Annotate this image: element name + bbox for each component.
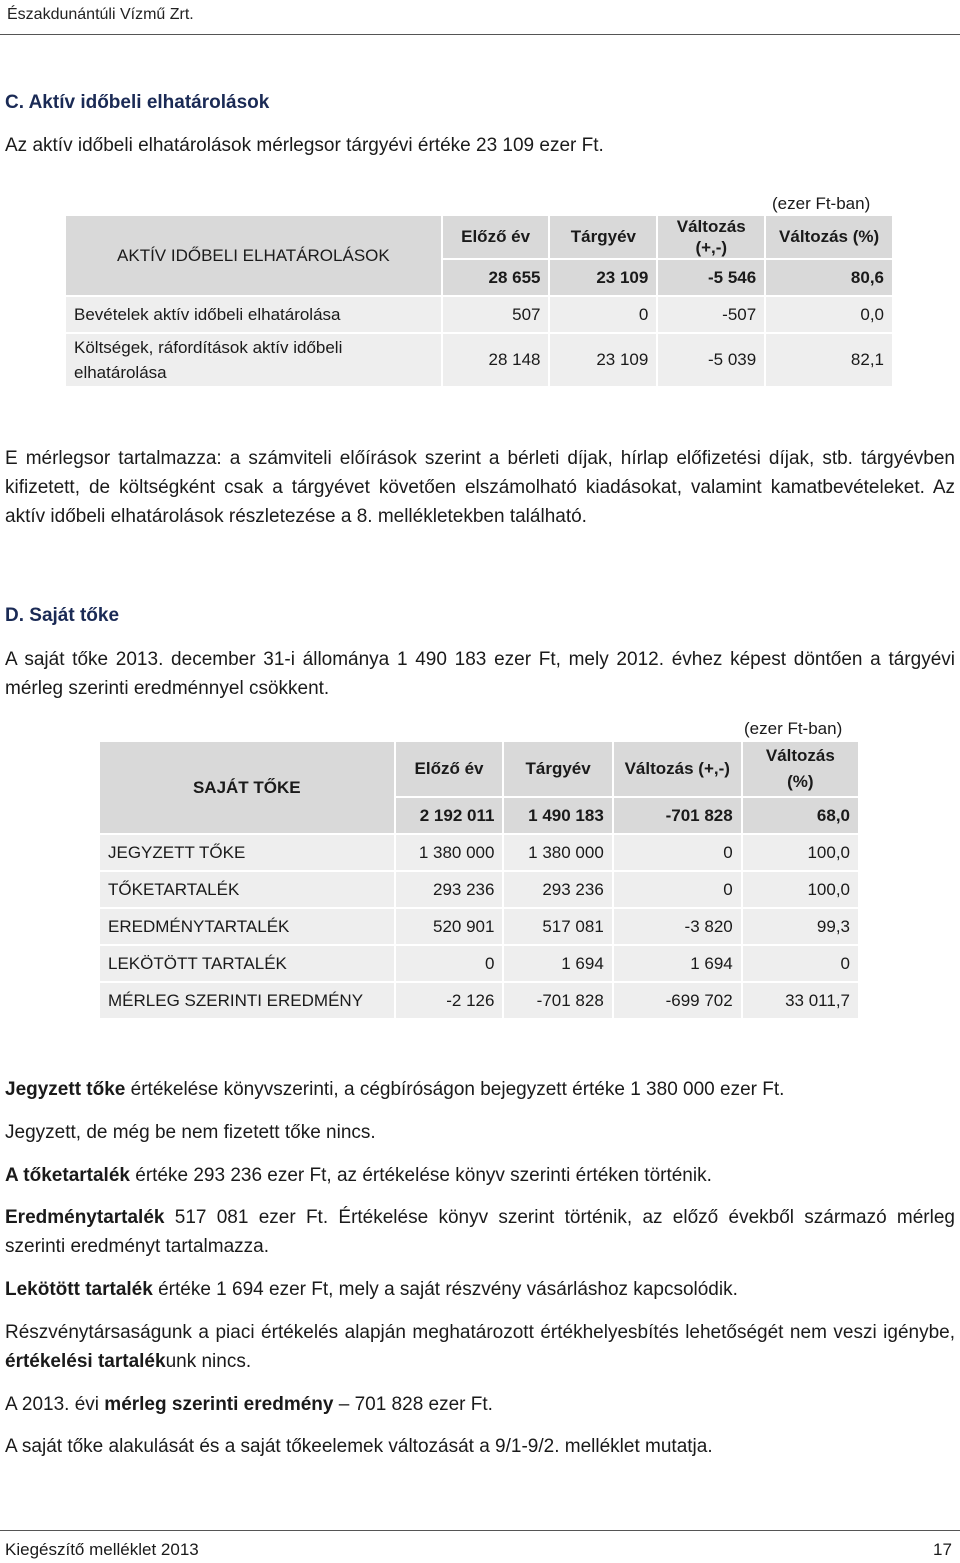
paragraph-ertekhelyesbites	[5, 1318, 955, 1376]
total-pct: 80,6	[766, 260, 892, 295]
table-row	[66, 297, 892, 332]
row-value: 33 011,7	[743, 983, 858, 1018]
row-value: 1 380 000	[504, 835, 611, 870]
row-label: TŐKETARTALÉK	[100, 872, 394, 907]
table-heading: SAJÁT TŐKE	[100, 742, 394, 833]
row-value: 507	[443, 297, 549, 332]
footer-title: Kiegészítő melléklet 2013	[5, 1540, 199, 1559]
total-change: -5 546	[658, 260, 764, 295]
row-value: 293 236	[396, 872, 503, 907]
text: A 2013. évi	[5, 1394, 105, 1415]
total-change: -701 828	[614, 798, 741, 833]
table-heading: AKTÍV IDŐBELI ELHATÁROLÁSOK	[66, 216, 441, 295]
text: értéke 293 236 ezer Ft, az értékelése könyv szerinti értéken történik.	[129, 1165, 712, 1186]
col-prev: Előző év	[443, 216, 549, 258]
paragraph-jegyzett-toke	[5, 1075, 955, 1104]
section-d-unit: (ezer Ft-ban)	[744, 719, 843, 738]
text: értéke 1 694 ezer Ft, mely a saját részvény vásárláshoz kapcsolódik.	[152, 1279, 738, 1300]
sajat-toke-table	[98, 740, 860, 1020]
col-change: Változás (+,-)	[614, 742, 741, 796]
table-row	[100, 872, 858, 907]
row-value: 0	[614, 872, 741, 907]
text: unk nincs.	[165, 1351, 252, 1372]
section-c-intro: Az aktív időbeli elhatárolások mérlegsor tárgyévi értéke 23 109 ezer Ft.	[5, 135, 604, 156]
text: Részvénytársaságunk a piaci értékelés alapján meghatározott értékhelyesbítés lehetőségét nem veszi igénybe,	[5, 1322, 955, 1343]
row-value: 100,0	[743, 872, 858, 907]
table-row	[100, 983, 858, 1018]
row-value: 0	[614, 835, 741, 870]
row-value: -507	[658, 297, 764, 332]
table-row	[100, 909, 858, 944]
row-value: 1 694	[614, 946, 741, 981]
bold-term: A tőketartalék	[5, 1165, 130, 1186]
row-value: 520 901	[396, 909, 503, 944]
row-label: JEGYZETT TŐKE	[100, 835, 394, 870]
row-value: 28 148	[443, 334, 549, 386]
company-header: Északdunántúli Vízmű Zrt.	[7, 6, 194, 23]
total-curr: 1 490 183	[504, 798, 611, 833]
header-divider	[0, 34, 960, 35]
bold-term: Jegyzett tőke	[5, 1079, 126, 1100]
row-value: 0	[550, 297, 656, 332]
row-value: 0,0	[766, 297, 892, 332]
bold-term: Lekötött tartalék	[5, 1279, 153, 1300]
table-row	[66, 334, 892, 386]
section-c-note: E mérlegsor tartalmazza: a számviteli előírások szerint a bérleti díjak, hírlap előfizetési díjak, stb. tárgyévben kifizetett, de költségként csak a tárgyévet követően elszámolható kiadásokat, valamint kamatbevételeket. Az aktív időbeli elhatárolások részletezése a 8. mellékletekben található.	[5, 448, 955, 527]
row-value: 100,0	[743, 835, 858, 870]
row-value: 517 081	[504, 909, 611, 944]
row-value: -699 702	[614, 983, 741, 1018]
aktiv-elhatarolasok-table	[64, 214, 894, 388]
text: 517 081 ezer Ft. Értékelése könyv szerint történik, az előző évekből származó mérleg szerinti eredményt tartalmazza.	[5, 1207, 955, 1257]
row-value: 82,1	[766, 334, 892, 386]
col-pct: Változás (%)	[743, 742, 858, 796]
section-d-title: D. Saját tőke	[5, 605, 120, 626]
page-number: 17	[933, 1540, 952, 1559]
total-prev: 28 655	[443, 260, 549, 295]
col-pct: Változás (%)	[766, 216, 892, 258]
bold-term: Eredménytartalék	[5, 1207, 165, 1228]
row-value: 1 380 000	[396, 835, 503, 870]
col-change: Változás (+,-)	[658, 216, 764, 258]
row-label: MÉRLEG SZERINTI EREDMÉNY	[100, 983, 394, 1018]
total-prev: 2 192 011	[396, 798, 503, 833]
row-label: Bevételek aktív időbeli elhatárolása	[66, 297, 441, 332]
text: – 701 828 ezer Ft.	[333, 1394, 493, 1415]
row-label: EREDMÉNYTARTALÉK	[100, 909, 394, 944]
paragraph-befizetetlen: Jegyzett, de még be nem fizetett tőke nincs.	[5, 1122, 376, 1143]
text: értékelése könyvszerinti, a cégbíróságon bejegyzett értéke 1 380 000 ezer Ft.	[125, 1079, 785, 1100]
section-d-intro: A saját tőke 2013. december 31-i állománya 1 490 183 ezer Ft, mely 2012. évhez képest döntően a tárgyévi mérleg szerinti eredménnyel csökkent.	[5, 649, 955, 699]
total-pct: 68,0	[743, 798, 858, 833]
row-value: 0	[396, 946, 503, 981]
paragraph-toketartalek	[5, 1161, 955, 1190]
col-curr: Tárgyév	[504, 742, 611, 796]
row-value: -701 828	[504, 983, 611, 1018]
paragraph-eredmenytartalek	[5, 1203, 955, 1261]
col-prev: Előző év	[396, 742, 503, 796]
row-value: 293 236	[504, 872, 611, 907]
col-curr: Tárgyév	[550, 216, 656, 258]
paragraph-melleklet: A saját tőke alakulását és a saját tőkeelemek változását a 9/1-9/2. melléklet mutatja.	[5, 1436, 713, 1457]
bold-term: mérleg szerinti eredmény	[104, 1394, 334, 1415]
table-row	[100, 946, 858, 981]
row-value: -5 039	[658, 334, 764, 386]
row-value: 0	[743, 946, 858, 981]
bold-term: értékelési tartalék	[5, 1351, 166, 1372]
total-curr: 23 109	[550, 260, 656, 295]
section-c-title: C. Aktív időbeli elhatárolások	[5, 92, 270, 113]
row-value: 1 694	[504, 946, 611, 981]
footer-divider	[0, 1530, 960, 1531]
section-c-unit: (ezer Ft-ban)	[772, 194, 871, 213]
row-label: Költségek, ráfordítások aktív időbeli elhatárolása	[66, 334, 441, 386]
row-value: 99,3	[743, 909, 858, 944]
table-row	[100, 835, 858, 870]
paragraph-lekotott	[5, 1275, 955, 1304]
row-value: 23 109	[550, 334, 656, 386]
paragraph-merleg-eredmeny	[5, 1390, 955, 1419]
row-label: LEKÖTÖTT TARTALÉK	[100, 946, 394, 981]
row-value: -3 820	[614, 909, 741, 944]
row-value: -2 126	[396, 983, 503, 1018]
